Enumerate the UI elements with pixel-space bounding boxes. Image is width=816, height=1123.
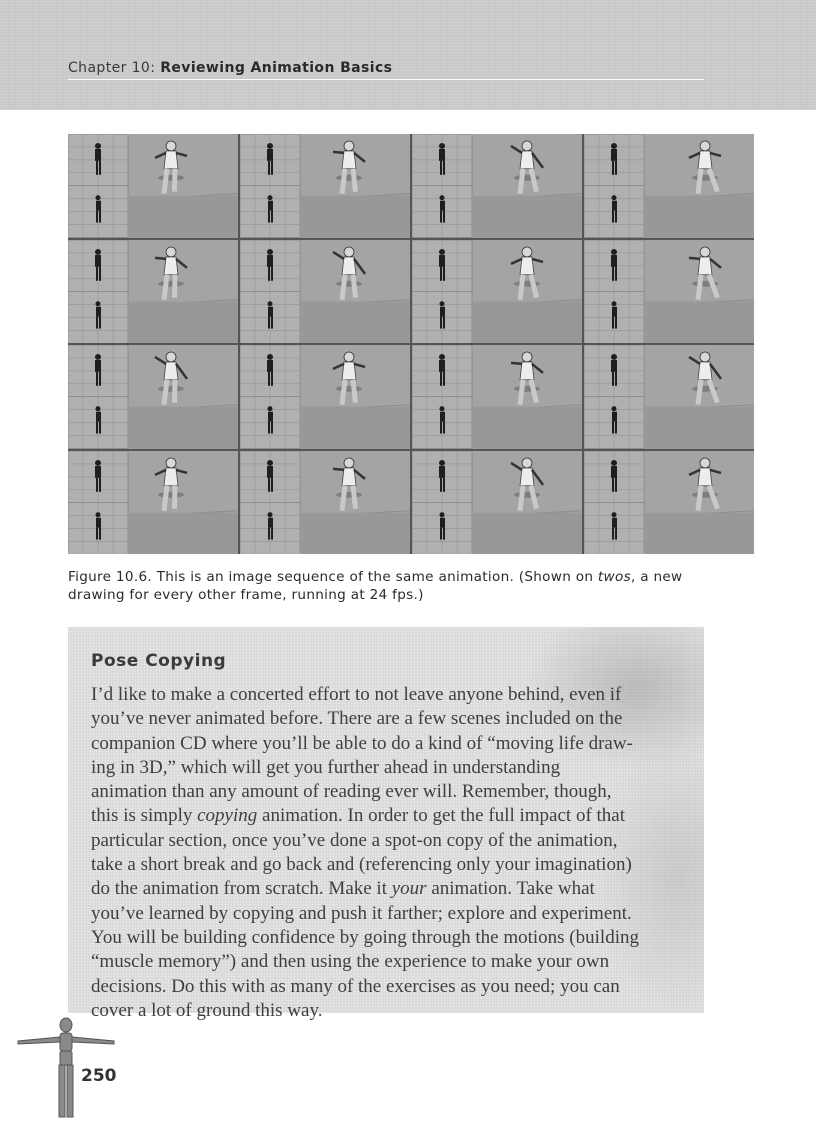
- sidebar-line: cover a lot of ground this way.: [91, 999, 323, 1021]
- animation-sequence-figure: [68, 134, 754, 554]
- running-head: [68, 60, 392, 76]
- sidebar-line: particular section, once you’ve done a spot-on copy of the animation,: [91, 829, 618, 851]
- animation-frame: [584, 240, 754, 344]
- sidebar-line: companion CD where you’ll be able to do a kind of “moving life draw-: [91, 732, 633, 754]
- chapter-label: Chapter 10:: [68, 60, 156, 76]
- animation-frame: [412, 451, 582, 555]
- animation-frame: [584, 451, 754, 555]
- caption-emphasis: twos: [597, 569, 631, 585]
- animation-frame: [68, 240, 238, 344]
- sidebar-box: [68, 627, 704, 1021]
- animation-frame: [240, 240, 410, 344]
- sidebar-line: you’ve learned by copying and push it farther; explore and experiment.: [91, 902, 632, 924]
- sidebar-line: You will be building confidence by going through the motions (building: [91, 926, 639, 948]
- sidebar-line: you’ve never animated before. There are a few scenes included on the: [91, 708, 623, 730]
- mannequin-icon: [14, 1015, 144, 1123]
- figure-caption: Figure 10.6. This is an image sequence of the same animation. (Shown on twos, a new drawing for every other frame, running at 24 fps.): [68, 569, 683, 603]
- animation-frame: [240, 345, 410, 449]
- sidebar-line: take a short break and go back and (referencing only your imagination): [91, 854, 632, 876]
- animation-frame: [412, 134, 582, 238]
- sidebar-line: animation than any amount of reading ever will. Remember, though,: [91, 781, 612, 803]
- sidebar-line: do the animation from scratch. Make it your animation. Take what: [91, 878, 595, 900]
- animation-frame: [240, 451, 410, 555]
- sidebar-line: “muscle memory”) and then using the experience to make your own: [91, 951, 610, 973]
- sidebar-line: this is simply copying animation. In order to get the full impact of that: [91, 805, 626, 827]
- animation-frame: [412, 240, 582, 344]
- animation-frame: [240, 134, 410, 238]
- chapter-title: Reviewing Animation Basics: [160, 60, 393, 76]
- animation-frame: [584, 345, 754, 449]
- animation-frame: [412, 345, 582, 449]
- page-number: 250: [81, 1066, 117, 1086]
- sidebar-line: ing in 3D,” which will get you further ahead in understanding: [91, 756, 561, 778]
- sidebar-body: [91, 683, 711, 1023]
- animation-frame: [584, 134, 754, 238]
- header-band: [0, 0, 816, 110]
- header-rule: [68, 79, 704, 80]
- sidebar-line: I’d like to make a concerted effort to not leave anyone behind, even if: [91, 684, 622, 705]
- sidebar-title: Pose Copying: [91, 651, 227, 671]
- animation-frame: [68, 345, 238, 449]
- sidebar-line: decisions. Do this with as many of the exercises as you need; you can: [91, 975, 620, 997]
- animation-frame: [68, 451, 238, 555]
- animation-frame: [68, 134, 238, 238]
